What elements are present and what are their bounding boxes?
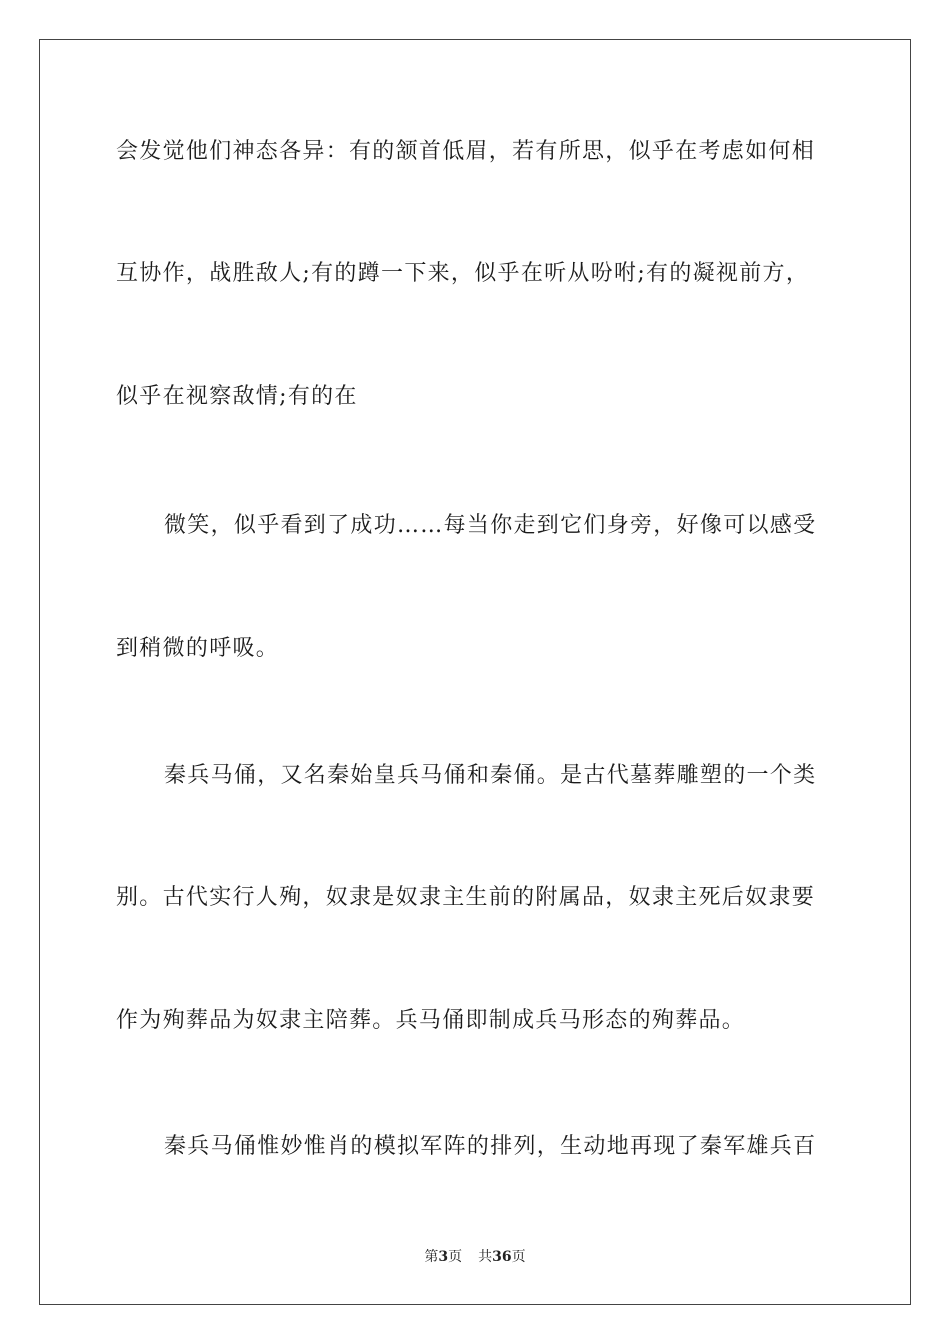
text-line: 作为殉葬品为奴隶主陪葬。兵马俑即制成兵马形态的殉葬品。: [116, 1008, 746, 1033]
page-number: 3: [438, 1249, 449, 1265]
paragraph-first-line: 秦兵马俑惟妙惟肖的模拟军阵的排列，生动地再现了秦军雄兵百: [164, 1134, 817, 1159]
total-pages: 36: [492, 1249, 512, 1265]
text-line: 似乎在视察敌情;有的在: [116, 384, 358, 409]
page-prefix: 第: [424, 1249, 439, 1265]
page-border: [39, 39, 911, 1305]
page-footer: [0, 1247, 950, 1267]
text-line: 别。古代实行人殉，奴隶是奴隶主生前的附属品，奴隶主死后奴隶要: [116, 885, 816, 910]
text-line: 互协作，战胜敌人;有的蹲一下来，似乎在听从吩咐;有的凝视前方，: [116, 261, 810, 286]
text-line: 到稍微的呼吸。: [116, 636, 280, 661]
paragraph-first-line: 微笑，似乎看到了成功……每当你走到它们身旁，好像可以感受: [164, 513, 817, 538]
total-suffix: 页: [511, 1249, 526, 1265]
text-line: 会发觉他们神态各异：有的颔首低眉，若有所思，似乎在考虑如何相: [116, 139, 816, 164]
paragraph-first-line: 秦兵马俑，又名秦始皇兵马俑和秦俑。是古代墓葬雕塑的一个类: [164, 763, 817, 788]
total-prefix: 共: [478, 1249, 493, 1265]
page-suffix: 页: [448, 1249, 463, 1265]
